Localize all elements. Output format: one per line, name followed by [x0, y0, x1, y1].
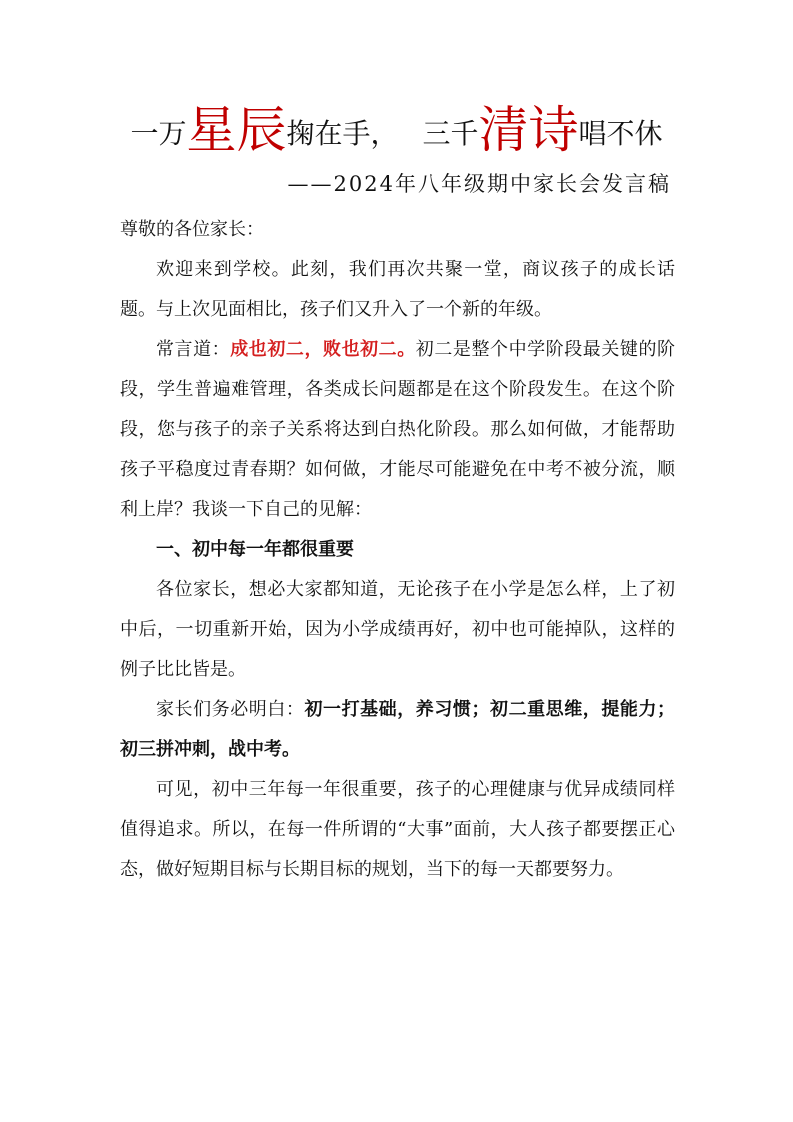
paragraph-saying-rest: 初二是整个中学阶段最关键的阶段，学生普遍难管理，各类成长问题都是在这个阶段发生。在这个阶段，您与孩子的亲子关系将达到白热化阶段。那么如何做，才能帮助孩子平稳度过青春期？如何做，才能尽可能避免在中考不被分流，顺利上岸？我谈一下自己的见解：: [120, 339, 676, 520]
paragraph-must-know-lead: 家长们务必明白：: [156, 699, 305, 720]
title-part-3: 三千: [422, 117, 479, 150]
paragraph-saying-highlight: 成也初二，败也初二。: [230, 339, 416, 360]
title-part-1: 一万: [130, 117, 187, 150]
title-big-word-2: 清诗: [478, 101, 579, 159]
document-body: [120, 210, 675, 890]
document-title: [0, 98, 793, 166]
salutation: 尊敬的各位家长：: [120, 219, 264, 240]
title-part-4: 唱不休: [578, 117, 663, 150]
title-big-word-1: 星辰: [186, 101, 287, 159]
section-heading-1: 一、初中每一年都很重要: [156, 539, 354, 560]
paragraph-saying-lead: 常言道：: [156, 339, 231, 360]
paragraph-conclusion: 可见，初中三年每一年很重要，孩子的心理健康与优异成绩同样值得追求。所以，在每一件所谓的“大事”面前，大人孩子都要摆正心态，做好短期目标与长期目标的规划，当下的每一天都要努力。: [120, 779, 675, 880]
paragraph-must-know: [120, 690, 675, 770]
document-subtitle: ——2024年八年级期中家长会发言稿: [287, 172, 671, 196]
paragraph-welcome: 欢迎来到学校。此刻，我们再次共聚一堂，商议孩子的成长话题。与上次见面相比，孩子们又升入了一个新的年级。: [120, 259, 675, 320]
title-part-2: 掬在手，: [286, 117, 399, 150]
paragraph-must-know-bold: 初一打基础，养习惯；初二重思维，提能力；初三拼冲刺，战中考。: [120, 699, 676, 760]
paragraph-every-year: 各位家长，想必大家都知道，无论孩子在小学是怎么样，上了初中后，一切重新开始，因为小学成绩再好，初中也可能掉队，这样的例子比比皆是。: [120, 579, 675, 680]
paragraph-saying: [120, 330, 675, 530]
